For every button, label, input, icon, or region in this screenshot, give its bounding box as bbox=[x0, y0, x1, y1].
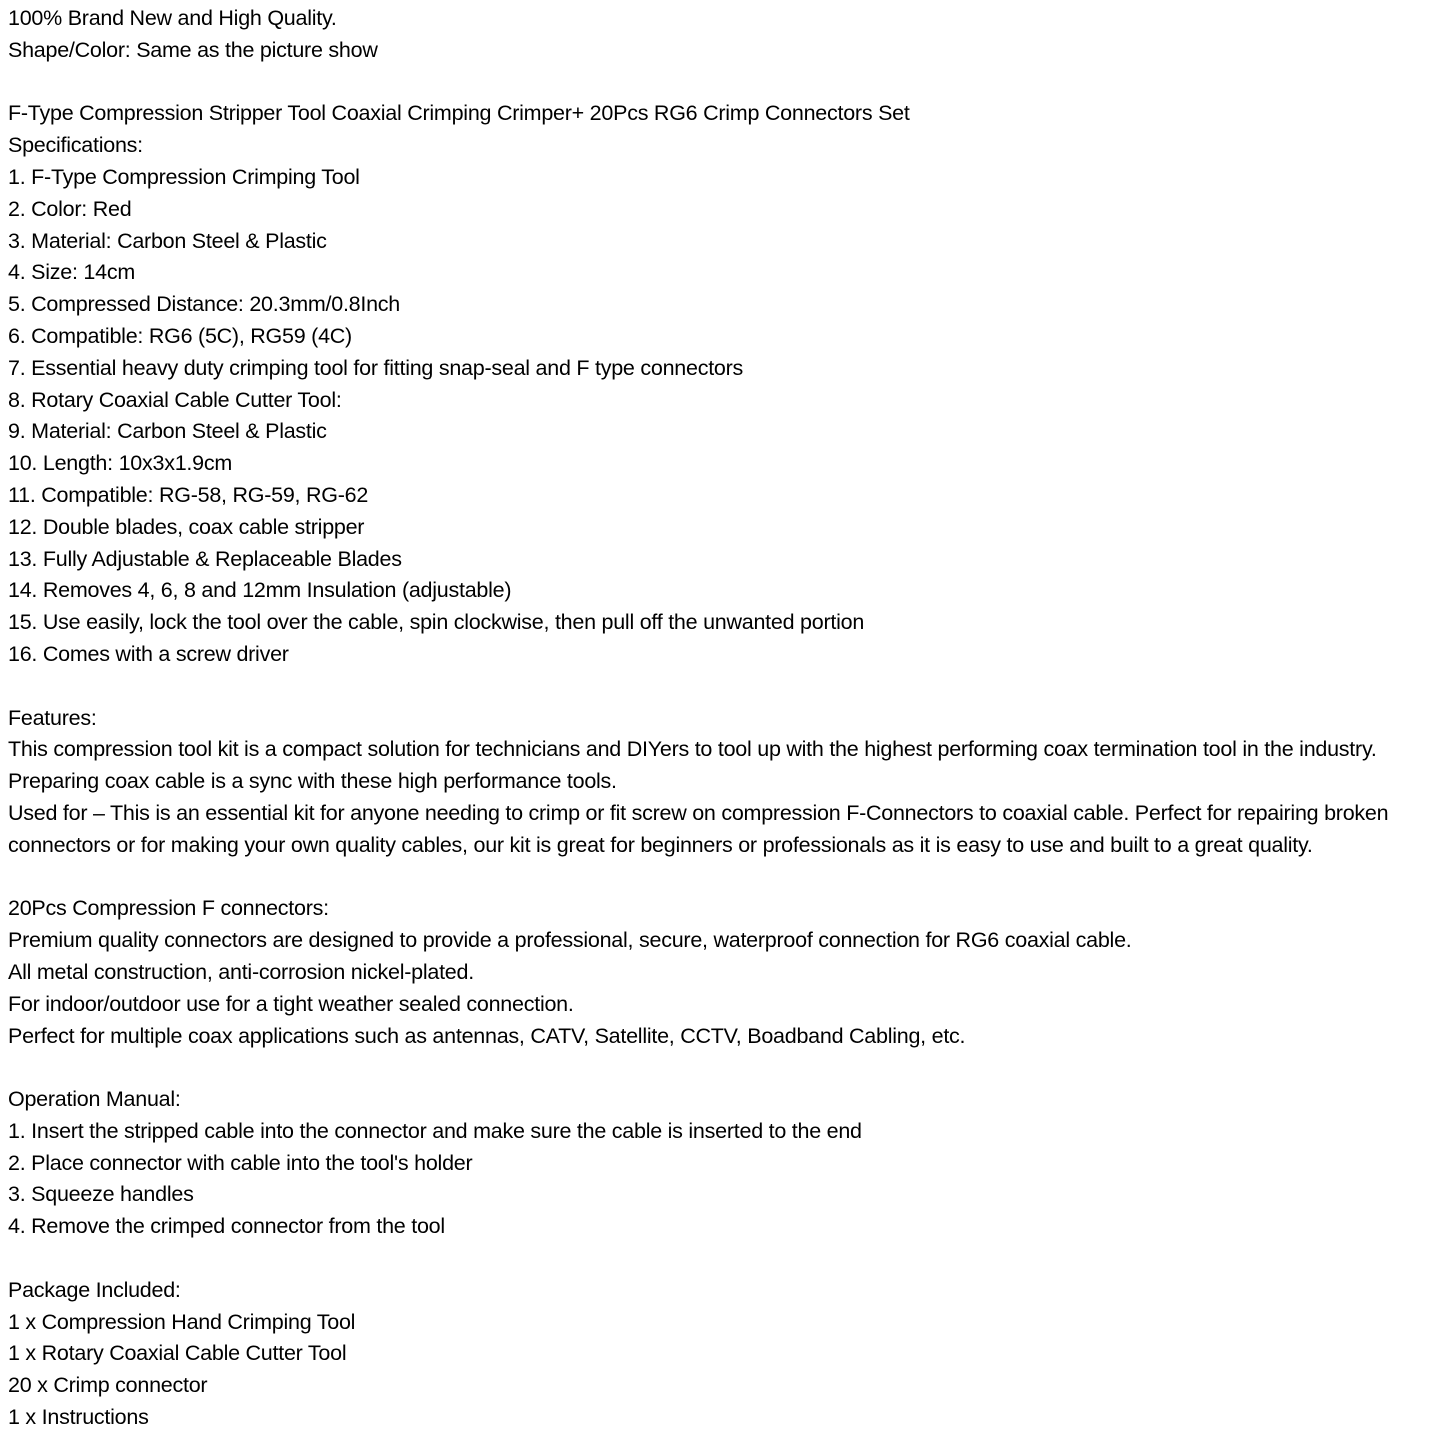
spec-item: 15. Use easily, lock the tool over the cable, spin clockwise, then pull off the unwanted portion bbox=[8, 610, 865, 635]
spec-item: 13. Fully Adjustable & Replaceable Blades bbox=[8, 546, 402, 571]
section-features bbox=[8, 703, 1433, 862]
spec-item: 1. F-Type Compression Crimping Tool bbox=[8, 164, 360, 189]
operation-step: 3. Squeeze handles bbox=[8, 1182, 194, 1207]
connectors-paragraph: Perfect for multiple coax applications such as antennas, CATV, Satellite, CCTV, Boadband Cabling, etc. bbox=[8, 1023, 966, 1048]
spec-item: 3. Material: Carbon Steel & Plastic bbox=[8, 228, 327, 253]
package-item: 20 x Crimp connector bbox=[8, 1373, 208, 1398]
intro-line-quality: 100% Brand New and High Quality. bbox=[8, 6, 337, 30]
connectors-paragraph: All metal construction, anti-corrosion nickel-plated. bbox=[8, 959, 474, 984]
spec-item: 11. Compatible: RG-58, RG-59, RG-62 bbox=[8, 482, 369, 507]
operation-step: 4. Remove the crimped connector from the tool bbox=[8, 1214, 445, 1239]
package-item: 1 x Rotary Coaxial Cable Cutter Tool bbox=[8, 1341, 347, 1366]
section-specifications bbox=[8, 98, 1433, 670]
spec-item: 8. Rotary Coaxial Cable Cutter Tool: bbox=[8, 387, 342, 412]
spec-item: 2. Color: Red bbox=[8, 196, 132, 221]
spec-item: 10. Length: 10x3x1.9cm bbox=[8, 451, 232, 476]
specifications-heading: Specifications: bbox=[8, 133, 143, 158]
features-paragraph: This compression tool kit is a compact solution for technicians and DIYers to tool up with the highest performing coax termination tool in the industry. bbox=[8, 737, 1377, 762]
features-paragraph: Preparing coax cable is a sync with these high performance tools. bbox=[8, 769, 617, 794]
spec-item: 16. Comes with a screw driver bbox=[8, 641, 289, 666]
section-intro bbox=[8, 3, 1433, 67]
section-operation-manual bbox=[8, 1084, 1433, 1243]
spec-item: 12. Double blades, coax cable stripper bbox=[8, 514, 365, 539]
intro-line-shape-color: Shape/Color: Same as the picture show bbox=[8, 37, 378, 62]
section-connectors bbox=[8, 893, 1433, 1052]
spec-item: 6. Compatible: RG6 (5C), RG59 (4C) bbox=[8, 323, 352, 348]
spec-item: 14. Removes 4, 6, 8 and 12mm Insulation (adjustable) bbox=[8, 578, 512, 603]
connectors-heading: 20Pcs Compression F connectors: bbox=[8, 896, 329, 921]
package-item: 1 x Compression Hand Crimping Tool bbox=[8, 1309, 356, 1334]
spec-item: 7. Essential heavy duty crimping tool for fitting snap-seal and F type connectors bbox=[8, 355, 744, 380]
features-paragraph: Used for – This is an essential kit for anyone needing to crimp or fit screw on compression F-Connectors to coaxial cable. Perfect for repairing broken connectors or for making your own quality cables, our kit is great for beginners or professionals as it is easy to use and built to a great quality. bbox=[8, 800, 1389, 857]
section-package-included bbox=[8, 1275, 1433, 1434]
spec-item: 5. Compressed Distance: 20.3mm/0.8Inch bbox=[8, 292, 401, 317]
product-title: F-Type Compression Stripper Tool Coaxial Crimping Crimper+ 20Pcs RG6 Crimp Connectors Set bbox=[8, 101, 910, 126]
spec-item: 4. Size: 14cm bbox=[8, 260, 135, 285]
connectors-paragraph: For indoor/outdoor use for a tight weather sealed connection. bbox=[8, 991, 574, 1016]
features-heading: Features: bbox=[8, 705, 97, 730]
operation-step: 1. Insert the stripped cable into the connector and make sure the cable is inserted to the end bbox=[8, 1118, 862, 1143]
operation-manual-heading: Operation Manual: bbox=[8, 1087, 181, 1112]
spec-item: 9. Material: Carbon Steel & Plastic bbox=[8, 419, 327, 444]
operation-step: 2. Place connector with cable into the tool's holder bbox=[8, 1150, 473, 1175]
package-item: 1 x Instructions bbox=[8, 1405, 149, 1430]
connectors-paragraph: Premium quality connectors are designed to provide a professional, secure, waterproof connection for RG6 coaxial cable. bbox=[8, 928, 1132, 953]
package-included-heading: Package Included: bbox=[8, 1277, 181, 1302]
